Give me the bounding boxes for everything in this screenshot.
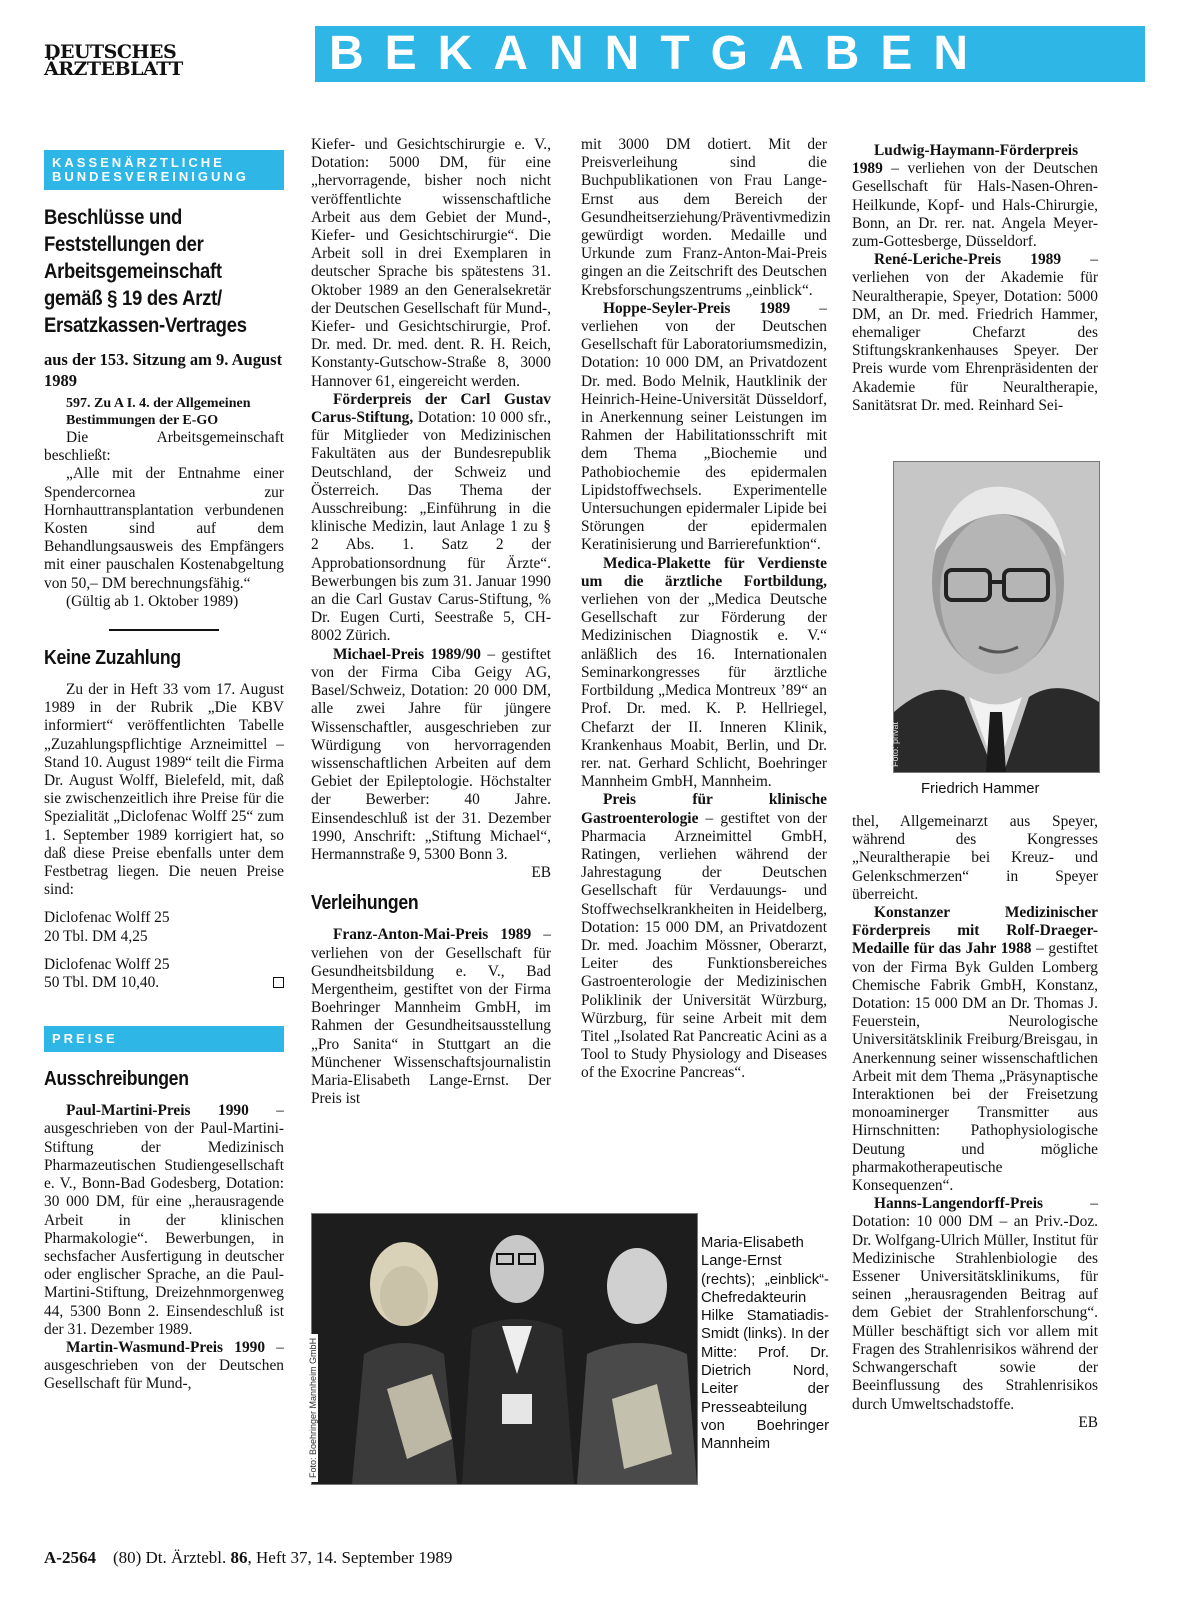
rene-leriche-title: René-Leriche-Preis 1989 <box>874 251 1062 269</box>
end-mark-icon <box>273 977 284 988</box>
column-3 <box>581 136 831 1083</box>
category-kbv-line2: BUNDESVEREINIGUNG <box>52 169 249 184</box>
col4-para-after: thel, Allgemeinarzt aus Speyer, während des Kongresses „Neuraltherapie bei Kreuz- und Gelenkschmerzen“ in Speyer überreicht. <box>852 813 1098 903</box>
martin-wasmund-text: – ausgeschrieben von der Deutschen Gesellschaft für Mund-, <box>44 1338 284 1393</box>
headline-ausschreibungen: Ausschreibungen <box>44 1068 189 1091</box>
group-image <box>312 1214 697 1484</box>
carus-text: Dotation: 10 000 sfr., für Mitglieder von Medizinischen Fakultäten aus der Bundesrepublik Deutschland, der Schweiz und Österreich. Das Thema der Ausschreibung: „Einführung in die klinische Medizin, laut Anlage 1 zu § 2 Abs. 1. Satz 2 der Approbationsordnung für Ärzte“. Bewerbungen bis zum 31. Januar 1990 an die Carl Gustav Carus-Stiftung, % Dr. Eugen Curti, Seestraße 5, CH-8002 Zürich. <box>311 409 551 645</box>
price-2 <box>44 956 284 992</box>
hoppe-seyler-title: Hoppe-Seyler-Preis 1989 <box>603 299 791 317</box>
column-4-bottom <box>852 813 1098 1432</box>
category-preise-label: PREISE <box>52 1031 118 1047</box>
paul-martini-title: Paul-Martini-Preis 1990 <box>66 1102 249 1120</box>
subhead-sitzung: aus der 153. Sitzung am 9. August 1989 <box>44 350 283 390</box>
ludwig-haymann-text: – verliehen von der Deutschen Gesellschaft für Hals-Nasen-Ohren-Heilkunde, Kopf- und Hals-Chirurgie, Bonn, an Dr. rer. nat. Angela Meyer-zum-Gottesberge, Düsseldorf. <box>852 160 1098 251</box>
medica-plakette-text: verliehen von der „Medica Deutsche Gesellschaft zur Förderung der Medizinischen Diagnostik e. V.“ anläßlich des 16. Internationalen Seminarkongresses für ärztliche Fortbildung „Medica Montreux ’89“ an Prof. Dr. med. K. P. Hellriegel, Chefarzt der II. Inneren Klinik, Krankenhaus Moabit, Berlin, und Dr. rer. nat. Gerhard Schlicht, Boehringer Mannheim GmbH, Mannheim. <box>581 591 827 791</box>
paul-martini-text: – ausgeschrieben von der Paul-Martini-Stiftung der Medizinisch Pharmazeutischen Studiengesellschaft e. V., Bonn-Bad Godesberg, Dotation: 30 000 DM, für eine „herausragende Arbeit in der klinischen Pharmakologie“. Bewerbungen, in sechsfacher Ausfertigung in deutscher oder englischer Sprache, an die Paul-Martini-Stiftung, Dreizehnmorgenweg 44, 5300 Bonn 2. Einsendeschluß ist der 31. Dezember 1989. <box>44 1102 284 1338</box>
item-para-1: Die Arbeitsgemeinschaft beschließt: <box>44 429 284 465</box>
rene-leriche-text: – verliehen von der Akademie für Neuraltherapie, Speyer, Dotation: 5000 DM, an Dr. med. Friedrich Hammer, ehemaliger Chefarzt des Stiftungskrankenhauses Speyer. Der Preis wurde vom Ehrenpräsidenten der Akademie für Neuraltherapie, Sanitätsrat Dr. med. Reinhard Sei- <box>852 251 1098 414</box>
item-para-2: „Alle mit der Entnahme einer Spendercornea zur Hornhauttransplantation verbundenen Kosten sind auf dem Behandlungsausweis des Empfängers mit einer pauschalen Kostenabgeltung von 50,– DM berechnungsfähig.“ <box>44 465 284 592</box>
price-1-value: 20 Tbl. DM 4,25 <box>44 927 148 945</box>
column-4-top <box>852 142 1098 415</box>
col4-signature: EB <box>1078 1413 1098 1431</box>
section-banner <box>315 26 1145 82</box>
category-preise <box>44 1026 284 1052</box>
banner-title: BEKANNTGABEN <box>329 27 989 80</box>
divider <box>109 629 219 631</box>
hoppe-seyler-text: – verliehen von der Deutschen Gesellschaft für Laboratoriumsmedizin, Dotation: 10 000 DM, an Privatdozent Dr. med. Bodo Melnik, Hautklinik der Heinrich-Heine-Universität Düsseldorf, in Anerkennung seiner Leistungen im Rahmen der Habilitationsschrift mit dem Thema „Biochemie und Pathobiochemie des epidermalen Lipidstoffwechsels. Experimentelle Untersuchungen epidermaler Lipide bei Störungen der epidermalen Keratinisierung und Barrierefunktion“. <box>581 299 827 554</box>
journal-logo <box>44 41 183 80</box>
page-footer <box>44 1548 452 1568</box>
michael-preis-text: – gestiftet von der Firma Ciba Geigy AG, Basel/Schweiz, Dotation: 20 000 DM, alle zwei Jahre für jüngere Wissenschaftler, ausgeschrieben zur Würdigung von hervorragenden wissenschaftlichen Arbeiten auf dem Gebiet der Epileptologie. Höchstalter der Bewerber: 40 Jahre. Einsendeschluß ist der 31. Dezember 1990, Anschrift: „Stiftung Michael“, Hermannstraße 9, 5300 Bonn 3. <box>311 645 551 863</box>
col2-signature: EB <box>531 864 551 882</box>
footer-volume: 86 <box>230 1548 248 1567</box>
price-1 <box>44 909 284 945</box>
konstanzer-text: – gestiftet von der Firma Byk Gulden Lomberg Chemische Fabrik GmbH, Konstanz, Dotation: 15 000 DM an Dr. Thomas J. Feuerstein, Neurologische Universitätsklinik Freiburg/Breisgau, in Anerkennung seiner wissenschaftlichen Arbeit mit dem Thema „Präsynaptische Interaktionen bei der Freisetzung monoaminerger Transmitter aus Hirnschnitten: Pathophysiologische Deutung und mögliche pharmakotherapeutische Konsequenzen“. <box>852 940 1098 1195</box>
michael-preis-title: Michael-Preis 1989/90 <box>333 645 481 663</box>
col2-para-1: Kiefer- und Gesichtschirurgie e. V., Dotation: 5000 DM, für eine „hervorragende, bisher noch nicht veröffentlichte wissenschaftliche Arbeit aus dem Gebiet der Mund-, Kiefer- und Gesichtschirurgie“. Die Arbeit soll in drei Exemplaren in deutscher Sprache bis spätestens 31. Oktober 1989 an den Generalsekretär der Deutschen Gesellschaft für Mund-, Kiefer- und Gesichtschirurgie, Prof. Dr. med. Dr. med. dent. R. H. Reich, Konstanty-Gutschow-Straße 8, 3000 Hannover 61, eingereicht werden. <box>311 136 551 390</box>
price-2-name: Diclofenac Wolff 25 <box>44 955 170 973</box>
martin-wasmund-title: Martin-Wasmund-Preis 1990 <box>66 1338 266 1356</box>
langendorff-text: – Dotation: 10 000 DM – an Priv.-Doz. Dr. Wolfgang-Ulrich Müller, Institut für Medizinische Strahlenbiologie des Essener Universitätsklinikums, für seinen „herausragenden Beitrag auf dem Gebiet der Strahlenforschung“. Müller beschäftigt sich vor allem mit Fragen des Strahlenrisikos während der Schwangerschaft sowie der Beeinflussung des Strahlenrisikos durch Umweltschadstoffe. <box>852 1195 1098 1413</box>
headline-keine-zuzahlung: Keine Zuzahlung <box>44 647 181 670</box>
headline-verleihungen: Verleihungen <box>311 892 419 915</box>
portrait-credit: Foto: privat <box>890 721 900 767</box>
zuzahlung-para: Zu der in Heft 33 vom 17. August 1989 in der Rubrik „Die KBV informiert“ veröffentlichten Tabelle „Zuzahlungspflichtige Arzneimittel – Stand 10. August 1989“ teilt die Firma Dr. August Wolff, Bielefeld, mit, daß sie zwischenzeitlich ihre Preise für die Spezialität „Diclofenac Wolff 25“ zum 1. September 1989 korrigiert hat, so daß diese Preise ebenfalls unter dem Festbetrag liegen. Die neuen Preise sind: <box>44 681 284 899</box>
price-2-value: 50 Tbl. DM 10,40. <box>44 974 160 992</box>
item-para-3: (Gültig ab 1. Oktober 1989) <box>66 592 239 610</box>
logo-line-1: DEUTSCHES <box>44 41 177 63</box>
page-number: A-2564 <box>44 1548 96 1567</box>
category-kbv <box>44 150 284 190</box>
group-photo <box>308 1213 698 1485</box>
franz-anton-mai-title: Franz-Anton-Mai-Preis 1989 <box>333 926 532 944</box>
carus-title: Förderpreis der Carl Gustav Carus-Stiftung, <box>311 390 551 427</box>
headline-beschluesse: Beschlüsse und Feststellungen der Arbeitsgemeinschaft gemäß § 19 des Arzt/ Ersatzkassen-Vertrages <box>44 206 247 337</box>
franz-anton-mai-text: – verliehen von der Gesellschaft für Gesundheitsbildung e. V., Bad Mergentheim, gestiftet von der Firma Boehringer Mannheim GmbH, im Rahmen der Gesundheitsausstellung „Pro Sanita“ in Stuttgart an die Münchener Wissenschaftsjournalistin Maria-Elisabeth Lange-Ernst. Der Preis ist <box>311 926 551 1108</box>
medica-plakette-title: Medica-Plakette für Verdienste um die ärztliche Fortbildung, <box>581 554 827 590</box>
portrait-caption: Friedrich Hammer <box>921 781 1040 797</box>
gastro-title: Preis für klinische Gastroenterologie <box>581 791 827 827</box>
footer-issue: , Heft 37, 14. September 1989 <box>247 1548 453 1567</box>
gastro-text: – gestiftet von der Pharmacia Arzneimittel GmbH, Ratingen, verliehen während der Jahrestagung der Deutschen Gesellschaft für Verdauungs- und Stoffwechselkrankheiten in Heidelberg, Dotation: 15 000 DM, an Privatdozent Dr. med. Joachim Mössner, Oberarzt, Leiter des Funktionsbereiches Gastroenterologie der Medizinischen Poliklinik der Universität Würzburg, Würzburg, für seine Arbeit mit dem Titel „Isolated Rat Pancreatic Acini as a Tool to Study Physiology and Diseases of the Exocrine Pancreas“. <box>581 809 827 1082</box>
item-title: 597. Zu A I. 4. der Allgemeinen Bestimmungen der E-GO <box>66 396 251 428</box>
ludwig-haymann-title: Ludwig-Haymann-Förderpreis 1989 <box>852 142 1079 178</box>
col3-para-1: mit 3000 DM dotiert. Mit der Preisverleihung sind die Buchpublikationen von Frau Lange-Ernst aus dem Bereich der Gesundheitserziehung/Präventivmedizin gewürdigt worden. Medaille und Urkunde zum Franz-Anton-Mai-Preis gingen an die Zeitschrift des Deutschen Krebsforschungszentrums „einblick“. <box>581 136 831 299</box>
footer-source: (80) Dt. Ärztebl. <box>112 1548 227 1567</box>
column-1 <box>44 150 284 1394</box>
column-2 <box>311 136 551 1108</box>
group-credit: Foto: Boehringer Mannheim GmbH <box>308 1334 318 1482</box>
logo-line-2: ÄRZTEBLATT <box>44 58 183 80</box>
group-caption: Maria-Elisabeth Lange-Ernst (rechts); „einblick“-Chefredakteurin Hilke Stamatiadis-Smidt (links). In der Mitte: Prof. Dr. Dietrich Nord, Leiter der Presseabteilung von Boehringer Mannheim <box>701 1235 829 1453</box>
konstanzer-title: Konstanzer Medizinischer Förderpreis mit Rolf-Draeger-Medaille für das Jahr 1988 <box>852 904 1098 958</box>
portrait-image <box>894 462 1099 772</box>
portrait-photo <box>890 461 1100 773</box>
price-1-name: Diclofenac Wolff 25 <box>44 909 170 927</box>
langendorff-title: Hanns-Langendorff-Preis <box>874 1195 1044 1213</box>
category-kbv-line1: KASSENÄRZTLICHE <box>52 155 225 170</box>
